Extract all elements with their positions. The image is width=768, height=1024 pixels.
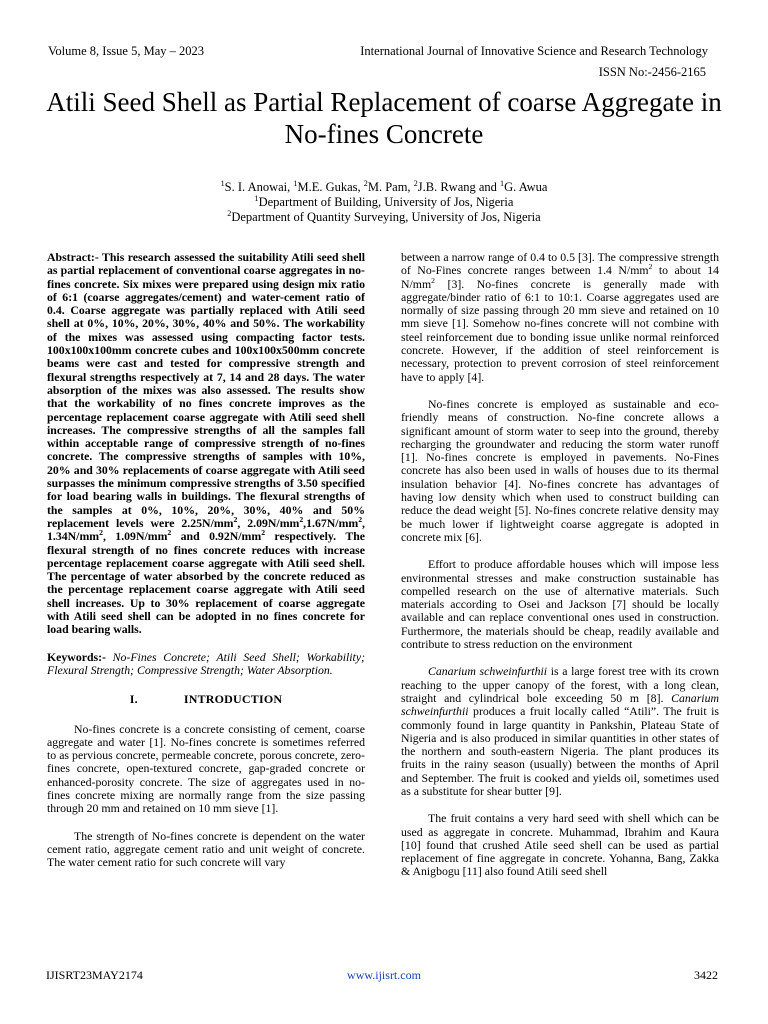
superscript: 2 bbox=[99, 528, 103, 538]
affil-mark: 1 bbox=[254, 193, 259, 203]
paragraph: The fruit contains a very hard seed with shell which can be used as aggregate in concrete. Muhammad, Ibrahim and Kaura [10] found that crushed Atile seed shell can be used as partial replacement of fine aggregate in concrete. Yohanna, Bang, Zakka & Anigbogu [11] also found Atili seed shell bbox=[401, 811, 719, 879]
abstract-text: and 0.92N/mm bbox=[171, 529, 262, 544]
author-name: M.E. Gukas, bbox=[297, 180, 364, 194]
superscript: 2 bbox=[299, 515, 304, 525]
affil-mark: 2 bbox=[227, 208, 232, 218]
superscript: 2 bbox=[358, 515, 363, 525]
abstract-text: respectively. The flexural strength of no fines concrete reduces with increase percentage replacement coarse aggregate with Atili seed shell. The percentage of water absorbed by the concrete reduced as the percentage replacement coarse aggregate with Atili seed shell increases. Up to 30% replacement of coarse aggregate with Atili seed shell can be adopted in no fines concrete for load bearing walls. bbox=[47, 529, 365, 637]
section-title: INTRODUCTION bbox=[183, 692, 283, 707]
abstract-text: ,1.67N/mm bbox=[303, 515, 359, 530]
author-list bbox=[40, 180, 728, 195]
section-heading bbox=[47, 693, 365, 706]
affiliation-2 bbox=[40, 210, 728, 225]
species-name: Canarium schweinfurthii bbox=[401, 690, 719, 719]
paragraph: No-fines concrete is a concrete consisting of cement, coarse aggregate and water [1]. No-fines concrete is sometimes referred to as pervious concrete, permeable concrete, porous concrete, zero-fines concrete, open-textured concrete, gap-graded concrete or enhanced-porosity concrete. The size of aggregates used in no-fines concrete mixing are normally range from the size passing through 20 mm and retained on 10 mm sieve [1]. bbox=[47, 721, 365, 816]
keywords bbox=[47, 651, 365, 678]
author-affil-mark: 2 bbox=[413, 178, 418, 188]
superscript: 2 bbox=[431, 275, 435, 285]
journal-issn: ISSN No:-2456-2165 bbox=[598, 65, 706, 79]
author-name: M. Pam, bbox=[367, 180, 414, 194]
author-affil-mark: 1 bbox=[500, 178, 505, 188]
author-name: J.B. Rwang and bbox=[417, 180, 501, 194]
affiliation-text: Department of Building, University of Jos, Nigeria bbox=[258, 195, 514, 209]
abstract-text: , 1.34N/mm bbox=[47, 515, 365, 544]
superscript: 2 bbox=[167, 528, 172, 538]
keywords-text: No-Fines Concrete; Atili Seed Shell; Workability; Flexural Strength; Compressive Strength; Water Absorption. bbox=[47, 649, 365, 677]
author-block bbox=[40, 180, 728, 225]
paragraph-text: to about 14 N/mm bbox=[401, 263, 719, 291]
paragraph bbox=[401, 665, 719, 798]
paragraph-text: is a large forest tree with its crown reaching to the upper canopy of the forest, with a long clean, straight and cylindrical bole exceeding 50 m [8]. bbox=[401, 664, 719, 705]
abstract-text: , 2.09N/mm bbox=[237, 515, 300, 530]
author-affil-mark: 1 bbox=[293, 178, 298, 188]
paper-id: IJISRT23MAY2174 bbox=[46, 968, 143, 982]
affiliation-1 bbox=[40, 195, 728, 210]
affiliation-text: Department of Quantity Surveying, University of Jos, Nigeria bbox=[231, 210, 541, 224]
left-column bbox=[47, 251, 365, 869]
journal-volume: Volume 8, Issue 5, May – 2023 bbox=[48, 44, 205, 58]
abstract-text: , 1.09N/mm bbox=[102, 529, 168, 544]
paragraph: Effort to produce affordable houses which will impose less environmental stresses and make construction sustainable has compelled research on the use of alternative materials. Such materials according to Osei and Jackson [7] should be locally available and can replace conventional ones used in construction. Furthermore, the materials should be cheap, readily available and contribute to stress reduction on the environment bbox=[401, 557, 719, 652]
journal-url-link[interactable]: www.ijisrt.com bbox=[347, 968, 421, 982]
page-number: 3422 bbox=[694, 968, 718, 982]
paragraph: The strength of No-fines concrete is dependent on the water cement ratio, aggregate cement ratio and unit weight of concrete. The water cement ratio for such concrete will vary bbox=[47, 828, 365, 870]
keywords-label: Keywords:- bbox=[47, 649, 106, 664]
paragraph bbox=[401, 251, 719, 384]
paragraph-text: [3]. No-fines concrete is generally made with aggregate/binder ratio of 6:1 to 10:1. Coarse aggregates used are normally of size passing through 20 mm sieve and retained on 10 mm sieve [1]. Somehow no-fines concrete will not combine with steel reinforcement due to bonding issue unlike normal reinforced concrete. However, if the addition of steel reinforcement is necessary, protection to prevent corrosion of steel reinforcement have to apply [4]. bbox=[401, 276, 719, 384]
author-affil-mark: 1 bbox=[220, 178, 225, 188]
species-name: Canarium schweinfurthii bbox=[428, 664, 548, 679]
abstract-text: Abstract:- This research assessed the suitability Atili seed shell as partial replacement of conventional coarse aggregates in no-fines concrete. Six mixes were prepared using design mix ratio of 6:1 (coarse aggregates/cement) and water-cement ratio of 0.4. Coarse aggregate was partially replaced with Atili seed shell at 0%, 10%, 20%, 30%, 40% and 50%. The workability of the mixes was assessed using compacting factor tests. 100x100x100mm concrete cubes and 100x100x500mm concrete beams were cast and tested for compressive strength and flexural strengths respectively at 7, 14 and 28 days. The water absorption of the mixes was also assessed. The results show that the workability of no fines concrete improves as the percentage replacement coarse aggregate with Atili seed shell increases. The compressive strengths of all the samples fall within acceptable range of compressive strength of no-fines concrete. The compressive strengths of samples with 10%, 20% and 30% replacements of coarse aggregate with Atili seed surpasses the minimum compressive strengths of 3.50 specified for load bearing walls in buildings. The flexural strengths of the samples at 0%, 10%, 20%, 30%, 40% and 50% replacement levels were 2.25N/mm bbox=[47, 250, 365, 530]
superscript: 2 bbox=[261, 528, 266, 538]
section-number: I. bbox=[129, 692, 138, 707]
superscript: 2 bbox=[648, 262, 653, 272]
author-name: G. Awua bbox=[504, 180, 548, 194]
author-affil-mark: 2 bbox=[363, 178, 368, 188]
author-name: S. I. Anowai, bbox=[224, 180, 294, 194]
paper-title: Atili Seed Shell as Partial Replacement of coarse Aggregate in No-fines Concrete bbox=[46, 87, 722, 149]
paragraph: No-fines concrete is employed as sustainable and eco-friendly means of construction. No-fine concrete allows a significant amount of storm water to seep into the ground, thereby recharging the groundwater and reducing the storm water runoff [1]. No-fines concrete is employed in pavements. No-Fines concrete has also been used in walls of houses due to its thermal insulation behavior [4]. No-fines concrete has advantages of having low density which when used to construct building can reduce the dead weight [5]. No-fines concrete relative density may be much lower if lightweight coarse aggregate is adopted in concrete mix [6]. bbox=[401, 396, 719, 544]
journal-name: International Journal of Innovative Science and Research Technology bbox=[360, 44, 708, 58]
superscript: 2 bbox=[233, 515, 238, 525]
right-column bbox=[401, 251, 719, 879]
paragraph-text: between a narrow range of 0.4 to 0.5 [3]. The compressive strength of No-Fines concrete ranges between 1.4 N/mm bbox=[401, 250, 719, 278]
abstract bbox=[47, 251, 365, 637]
paragraph-text: produces a fruit locally called “Atili”. The fruit is commonly found in large quantity in Pankshin, Plateau State of Nigeria and is also produced in similar quantities in other states of the northern and south-eastern Nigeria. The plant produces its fruits in the rainy season (usually) between the months of April and September. The fruit is cooked and yields oil, sometimes used as a substitute for shear butter [9]. bbox=[401, 704, 719, 798]
